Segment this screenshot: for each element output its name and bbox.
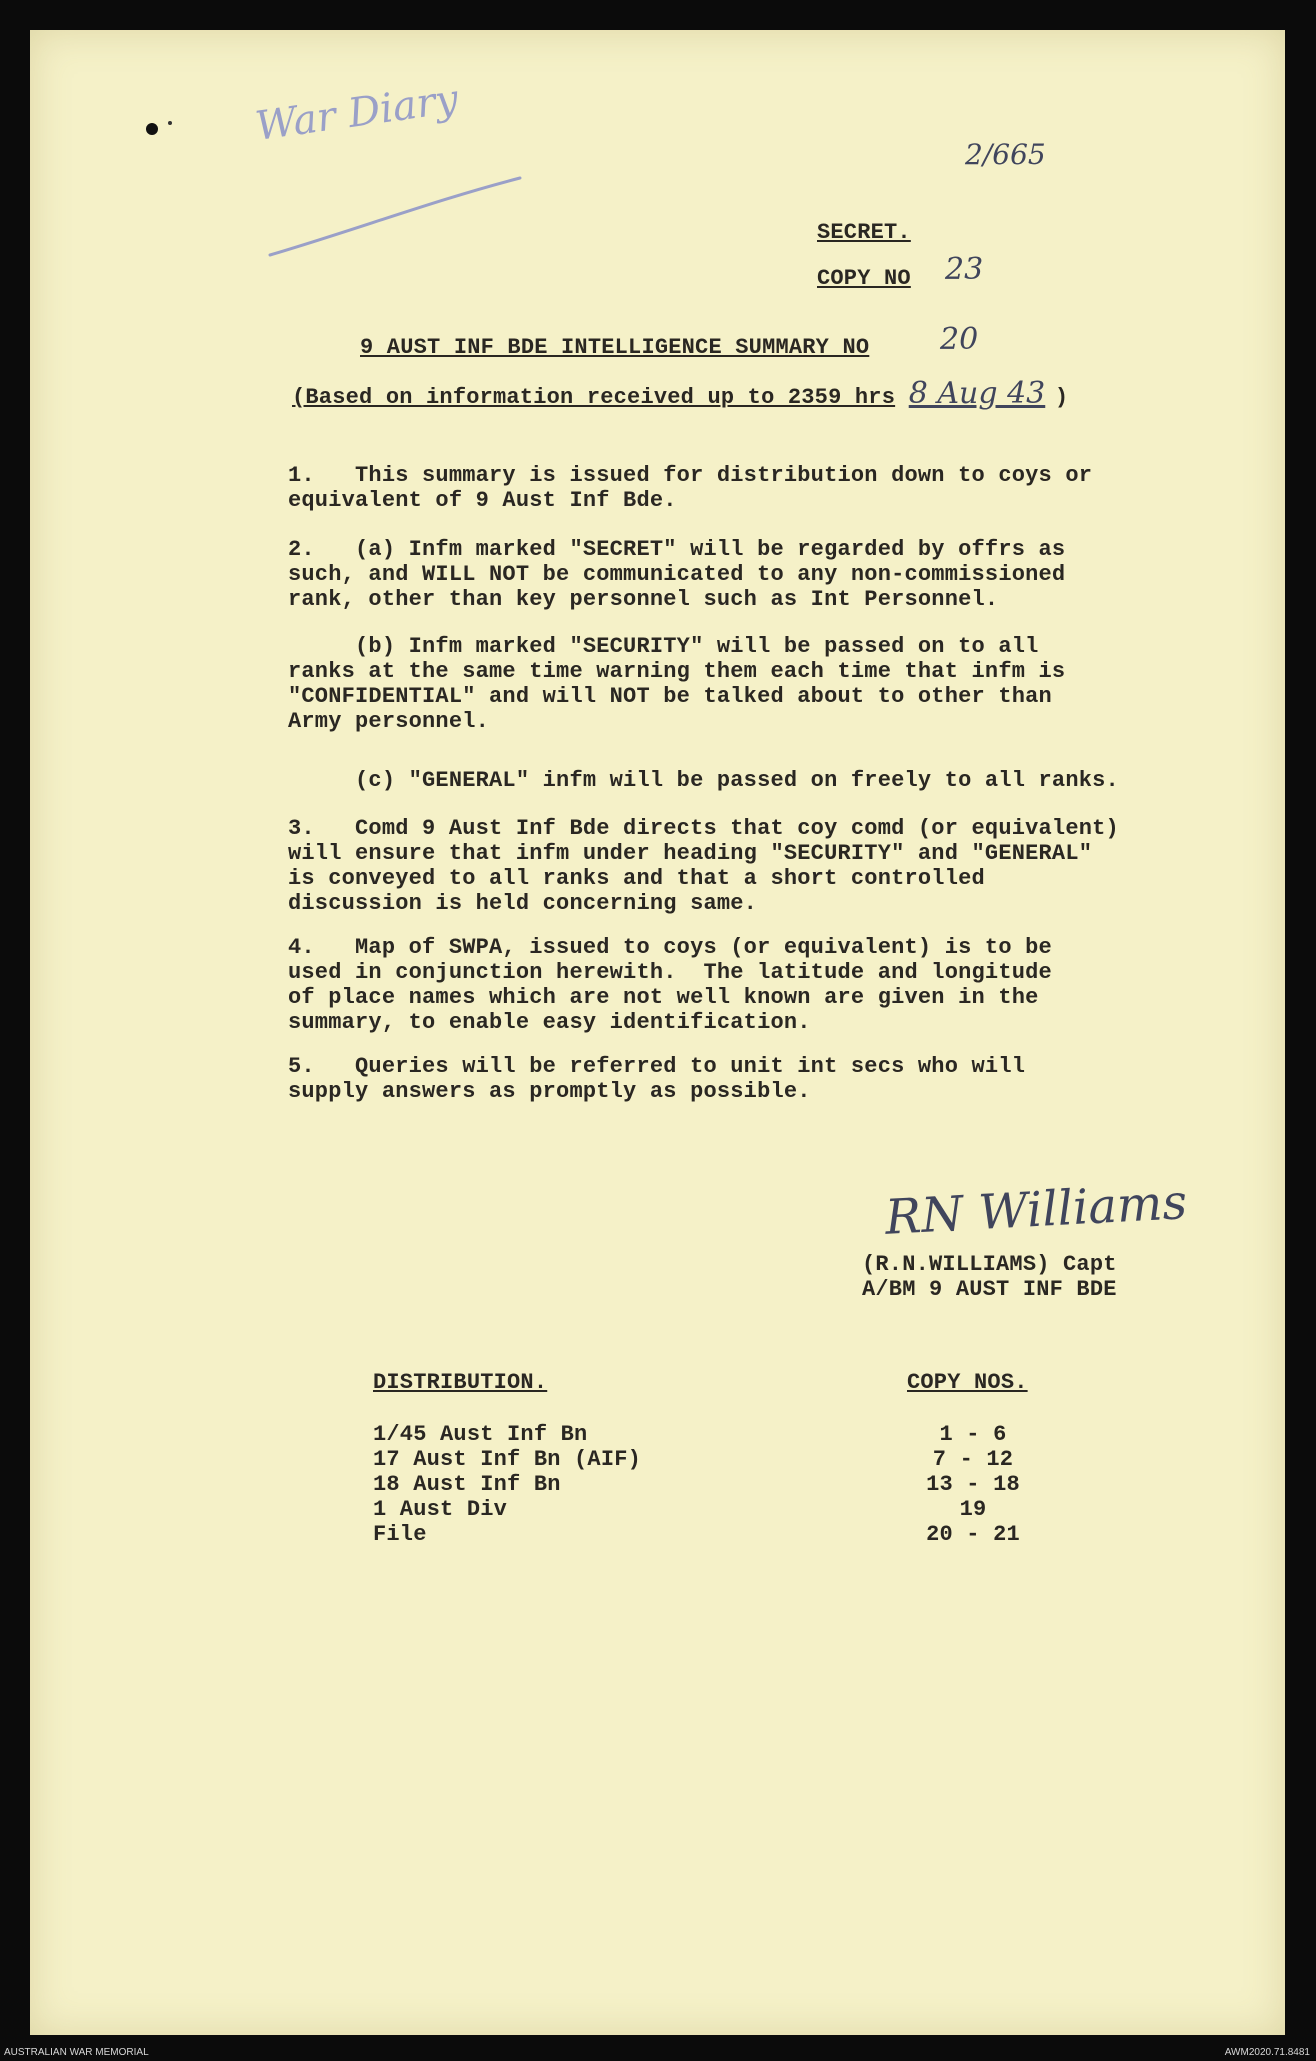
distribution-unit: 17 Aust Inf Bn (AIF): [373, 1447, 642, 1472]
distribution-row: [373, 1472, 1073, 1497]
distribution-unit: 18 Aust Inf Bn: [373, 1472, 561, 1497]
paragraph-2c: (c) "GENERAL" infm will be passed on freely to all ranks.: [288, 768, 1119, 793]
subheading-close: ): [1054, 385, 1069, 410]
distribution-row: [373, 1497, 1073, 1522]
distribution-copies: 7 - 12: [932, 1447, 1014, 1472]
date-handwritten: 8 Aug 43: [908, 376, 1046, 411]
summary-title: 9 AUST INF BDE INTELLIGENCE SUMMARY NO: [360, 335, 870, 360]
paragraph-2a: 2. (a) Infm marked "SECRET" will be regarded by offrs as such, and WILL NOT be communicated to any non-commissioned rank, other than key personnel such as Int Personnel.: [288, 537, 1066, 612]
pencil-stroke: [265, 170, 525, 260]
copy-no-value: 23: [945, 252, 984, 287]
signatory-name: (R.N.WILLIAMS) Capt: [862, 1252, 1117, 1277]
summary-subheading: [292, 376, 1068, 411]
paragraph-2b: (b) Infm marked "SECURITY" will be passed on to all ranks at the same time warning them each time that infm is "CONFIDENTIAL" and will NOT be talked about to other than Army personnel.: [288, 634, 1066, 734]
distribution-row: [373, 1522, 1073, 1547]
subheading-text: (Based on information received up to 2359 hrs: [292, 385, 896, 410]
footer-archive-name: AUSTRALIAN WAR MEMORIAL: [4, 2047, 149, 2058]
distribution-heading: DISTRIBUTION.: [373, 1370, 548, 1395]
distribution-copies: 19: [959, 1497, 987, 1522]
distribution-row: [373, 1422, 1073, 1447]
paragraph-5: 5. Queries will be referred to unit int secs who will supply answers as promptly as possible.: [288, 1054, 1026, 1104]
distribution-row: [373, 1447, 1073, 1472]
copy-no-label: COPY NO: [817, 266, 911, 291]
paragraph-3: 3. Comd 9 Aust Inf Bde directs that coy comd (or equivalent) will ensure that infm under heading "SECURITY" and "GENERAL" is conveyed to all ranks and that a short controlled discussion is held concerning same.: [288, 816, 1119, 916]
distribution-unit: 1 Aust Div: [373, 1497, 508, 1522]
footer-accession-number: AWM2020.71.8481: [1224, 2047, 1310, 2058]
distribution-unit: 1/45 Aust Inf Bn: [373, 1422, 588, 1447]
reference-number: 2/665: [965, 138, 1046, 171]
classification-label: SECRET.: [817, 220, 911, 245]
paragraph-4: 4. Map of SWPA, issued to coys (or equivalent) is to be used in conjunction herewith. The latitude and longitude of place names which are not well known are given in the summary, to enable easy identification.: [288, 935, 1052, 1035]
distribution-copies: 1 - 6: [939, 1422, 1007, 1447]
signature: RN Williams: [883, 1174, 1189, 1246]
distribution-list: [373, 1422, 1073, 1552]
distribution-copies: 20 - 21: [926, 1522, 1020, 1547]
distribution-unit: File: [373, 1522, 427, 1547]
punch-hole-mark: [138, 115, 178, 145]
pencil-note: War Diary: [252, 76, 461, 150]
paragraph-1: 1. This summary is issued for distribution down to coys or equivalent of 9 Aust Inf Bde.: [288, 463, 1093, 513]
copy-nos-heading: COPY NOS.: [907, 1370, 1028, 1395]
distribution-copies: 13 - 18: [926, 1472, 1020, 1497]
summary-number: 20: [940, 322, 979, 357]
document-page: [30, 30, 1285, 2035]
signatory-role: A/BM 9 AUST INF BDE: [862, 1277, 1117, 1302]
